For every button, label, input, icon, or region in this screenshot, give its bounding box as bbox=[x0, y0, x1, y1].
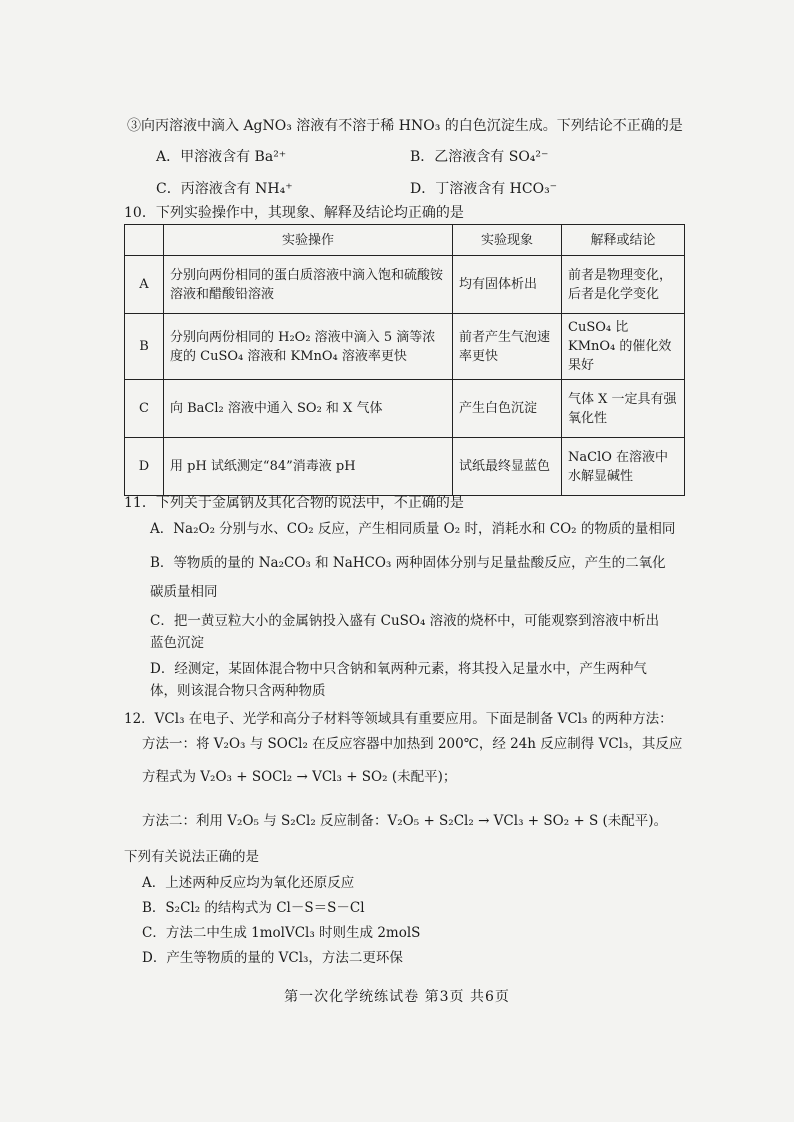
q12-question: 下列有关说法正确的是 bbox=[124, 849, 259, 865]
q9-option-a: A．甲溶液含有 Ba²⁺ bbox=[156, 149, 287, 165]
q12-method1-line2: 方程式为 V₂O₃ + SOCl₂ → VCl₃ + SO₂ (未配平)； bbox=[142, 769, 457, 785]
q9-option-b: B．乙溶液含有 SO₄²⁻ bbox=[410, 149, 549, 165]
q11-option-c-line1: C．把一黄豆粒大小的金属钠投入盛有 CuSO₄ 溶液的烧杯中，可能观察到溶液中析出 bbox=[150, 613, 660, 629]
row-phenomenon: 均有固体析出 bbox=[453, 256, 562, 314]
row-phenomenon: 试纸最终显蓝色 bbox=[453, 438, 562, 496]
q12-method1-line1: 方法一：将 V₂O₃ 与 SOCl₂ 在反应容器中加热到 200℃，经 24h 反应制得 VCl₃，其反应 bbox=[142, 736, 683, 752]
table-row bbox=[125, 380, 685, 438]
q9-option-c: C．丙溶液含有 NH₄⁺ bbox=[156, 181, 293, 197]
q9-stem: ③向丙溶液中滴入 AgNO₃ 溶液有不溶于稀 HNO₃ 的白色沉淀生成。下列结论不正确的是 bbox=[127, 118, 683, 134]
table-row bbox=[125, 438, 685, 496]
q12-option-a: A．上述两种反应均为氧化还原反应 bbox=[142, 875, 355, 891]
table-header-conclusion: 解释或结论 bbox=[562, 225, 685, 256]
row-phenomenon: 前者产生气泡速率更快 bbox=[453, 314, 562, 380]
q11-option-d-line2: 体，则该混合物只含两种物质 bbox=[150, 683, 326, 699]
row-operation: 用 pH 试纸测定“84”消毒液 pH bbox=[164, 438, 453, 496]
q12-option-d: D．产生等物质的量的 VCl₃，方法二更环保 bbox=[142, 950, 403, 966]
q12-method2: 方法二：利用 V₂O₅ 与 S₂Cl₂ 反应制备：V₂O₅ + S₂Cl₂ → VCl₃ + SO₂ + S (未配平)。 bbox=[142, 813, 668, 829]
table-header-blank bbox=[125, 225, 164, 256]
table-header-phenomenon: 实验现象 bbox=[453, 225, 562, 256]
row-letter: A bbox=[125, 256, 164, 314]
row-phenomenon: 产生白色沉淀 bbox=[453, 380, 562, 438]
row-conclusion: 气体 X 一定具有强氧化性 bbox=[562, 380, 685, 438]
q11-option-a: A．Na₂O₂ 分别与水、CO₂ 反应，产生相同质量 O₂ 时，消耗水和 CO₂ 的物质的量相同 bbox=[150, 521, 676, 537]
row-conclusion: CuSO₄ 比 KMnO₄ 的催化效果好 bbox=[562, 314, 685, 380]
table-row bbox=[125, 256, 685, 314]
q12-option-b: B．S₂Cl₂ 的结构式为 Cl－S＝S－Cl bbox=[142, 900, 365, 916]
q11-stem: 11．下列关于金属钠及其化合物的说法中，不正确的是 bbox=[124, 495, 464, 511]
q11-option-b-line1: B．等物质的量的 Na₂CO₃ 和 NaHCO₃ 两种固体分别与足量盐酸反应，产生的二氧化 bbox=[150, 555, 666, 571]
row-conclusion: NaClO 在溶液中水解显碱性 bbox=[562, 438, 685, 496]
table-header-operation: 实验操作 bbox=[164, 225, 453, 256]
table-header-row bbox=[125, 225, 685, 256]
row-letter: D bbox=[125, 438, 164, 496]
row-operation: 向 BaCl₂ 溶液中通入 SO₂ 和 X 气体 bbox=[164, 380, 453, 438]
row-letter: C bbox=[125, 380, 164, 438]
row-operation: 分别向两份相同的蛋白质溶液中滴入饱和硫酸铵溶液和醋酸铅溶液 bbox=[164, 256, 453, 314]
q9-option-d: D．丁溶液含有 HCO₃⁻ bbox=[410, 181, 558, 197]
q10-stem: 10．下列实验操作中，其现象、解释及结论均正确的是 bbox=[124, 205, 464, 221]
q11-option-d-line1: D．经测定，某固体混合物中只含钠和氧两种元素，将其投入足量水中，产生两种气 bbox=[150, 661, 647, 677]
row-operation: 分别向两份相同的 H₂O₂ 溶液中滴入 5 滴等浓度的 CuSO₄ 溶液和 KMnO₄ 溶液率更快 bbox=[164, 314, 453, 380]
table-row bbox=[125, 314, 685, 380]
row-conclusion: 前者是物理变化，后者是化学变化 bbox=[562, 256, 685, 314]
q11-option-b-line2: 碳质量相同 bbox=[150, 584, 218, 600]
q12-stem: 12．VCl₃ 在电子、光学和高分子材料等领域具有重要应用。下面是制备 VCl₃ 的两种方法： bbox=[124, 711, 673, 727]
row-letter: B bbox=[125, 314, 164, 380]
q11-option-c-line2: 蓝色沉淀 bbox=[150, 635, 204, 651]
page-footer: 第一次化学统练试卷 第3页 共6页 bbox=[284, 989, 510, 1005]
q10-table bbox=[124, 224, 685, 496]
q12-option-c: C．方法二中生成 1molVCl₃ 时则生成 2molS bbox=[142, 925, 421, 941]
